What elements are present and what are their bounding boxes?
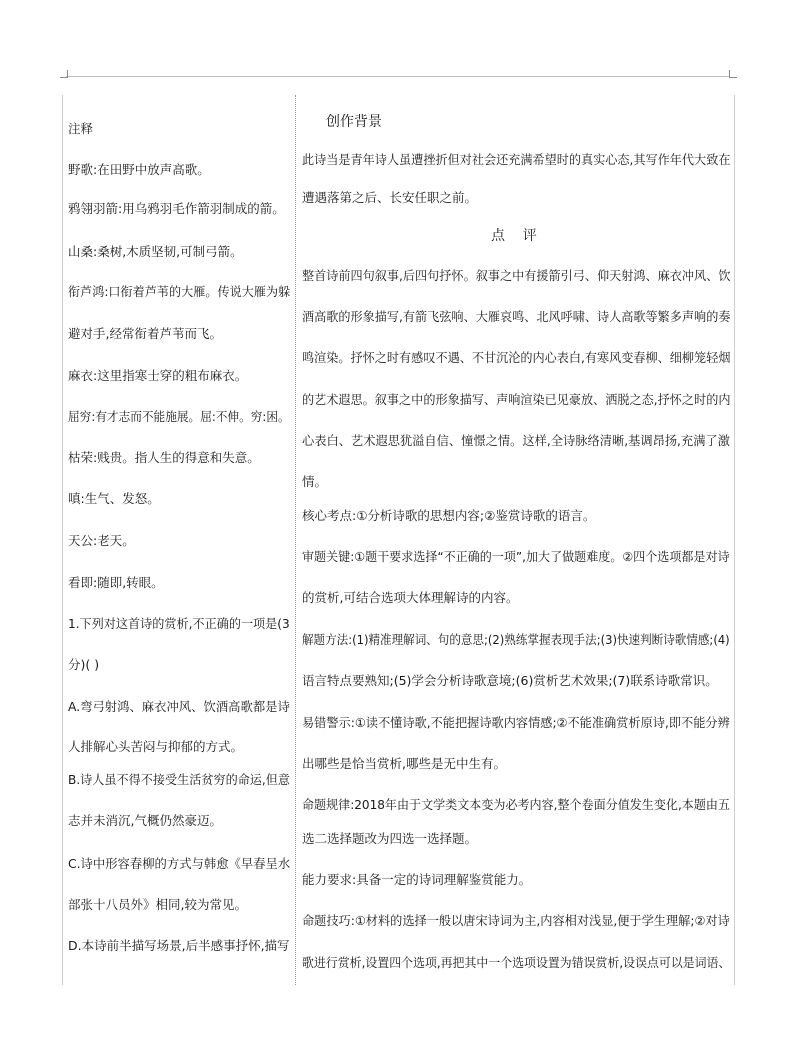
review-line: 整首诗前四句叙事,后四句抒怀。叙事之中有援箭引弓、仰天射鸿、麻衣冲风、饮 xyxy=(302,268,731,283)
crop-mark-top-right xyxy=(729,70,737,78)
background-heading: 创作背景 xyxy=(326,114,382,130)
review-line: 鸣渲染。抒怀之时有感叹不遇、不甘沉沦的内心表白,有寒风变春柳、细柳笼轻烟 xyxy=(302,350,731,365)
review-line: 的艺术遐思。叙事之中的形象描写、声响渲染已见豪放、洒脱之态,抒怀之时的内 xyxy=(302,392,731,407)
review-line: 心表白、艺术遐思犹溢自信、憧憬之情。这样,全诗脉络清晰,基调昂扬,充满了激 xyxy=(302,433,730,448)
note-line: 山桑:桑树,木质坚韧,可制弓箭。 xyxy=(68,244,243,259)
analysis-line: 能力要求:具备一定的诗词理解鉴赏能力。 xyxy=(302,872,532,887)
note-line: 麻衣:这里指寒士穿的粗布麻衣。 xyxy=(68,368,248,383)
option-d: D.本诗前半描写场景,后半感事抒怀,描写 xyxy=(68,938,290,953)
notes-heading: 注释 xyxy=(68,121,94,136)
analysis-line: 解题方法:(1)精准理解词、句的意思;(2)熟练掌握表现手法;(3)快速判断诗歌情感;(4) xyxy=(302,632,730,647)
note-line: 天公:老天。 xyxy=(68,533,135,548)
option-a: A.弯弓射鸿、麻衣冲风、饮酒高歌都是诗 xyxy=(68,699,290,714)
note-line: 衔芦鸿:口衔着芦苇的大雁。传说大雁为躲 xyxy=(68,284,291,299)
review-line: 情。 xyxy=(302,474,328,489)
review-heading: 点 评 xyxy=(491,228,537,244)
analysis-line: 歌进行赏析,设置四个选项,再把其中一个选项设置为错误赏析,设误点可以是词语、 xyxy=(302,955,731,970)
option-b: B.诗人虽不得不接受生活贫穷的命运,但意 xyxy=(68,772,291,787)
analysis-line: 语言特点要熟知;(5)学会分析诗歌意境;(6)赏析艺术效果;(7)联系诗歌常识。 xyxy=(302,673,718,688)
right-border xyxy=(734,95,735,985)
crop-mark-top-left xyxy=(60,70,68,78)
analysis-line: 核心考点:①分析诗歌的思想内容;②鉴赏诗歌的语言。 xyxy=(302,508,596,523)
analysis-line: 选二选择题改为四选一选择题。 xyxy=(302,831,478,846)
option-a: 人排解心头苦闷与抑郁的方式。 xyxy=(68,739,244,754)
header-rule xyxy=(66,76,730,77)
analysis-line: 易错警示:①读不懂诗歌,不能把握诗歌内容情感;②不能准确赏析原诗,即不能分辨 xyxy=(302,715,730,730)
note-line: 看即:随即,转眼。 xyxy=(68,575,164,590)
background-line: 此诗当是青年诗人虽遭挫折但对社会还充满希望时的真实心态,其写作年代大致在 xyxy=(302,152,731,167)
analysis-line: 出哪些是恰当赏析,哪些是无中生有。 xyxy=(302,756,506,771)
option-b: 志并未消沉,气概仍然豪迈。 xyxy=(68,813,222,828)
note-line: 嗔:生气、发怒。 xyxy=(68,491,160,506)
note-line: 枯荣:贱贵。指人生的得意和失意。 xyxy=(68,450,260,465)
analysis-line: 审题关键:①题干要求选择“不正确的一项”,加大了做题难度。②四个选项都是对诗 xyxy=(302,549,730,564)
question-stem: 分)( ) xyxy=(68,657,100,672)
question-stem: 1.下列对这首诗的赏析,不正确的一项是(3 xyxy=(68,616,290,631)
analysis-line: 的赏析,可结合选项大体理解诗的内容。 xyxy=(302,590,519,605)
option-c: 部张十八员外》相同,较为常见。 xyxy=(68,897,247,912)
note-line: 避对手,经常衔着芦苇而飞。 xyxy=(68,326,222,341)
analysis-line: 命题规律:2018年由于文学类文本变为必考内容,整个卷面分值发生变化,本题由五 xyxy=(302,797,731,812)
background-line: 遭遇落第之后、长安任职之前。 xyxy=(302,190,478,205)
note-line: 屈穷:有才志而不能施展。屈:不伸。穷:困。 xyxy=(68,409,290,424)
note-line: 野歌:在田野中放声高歌。 xyxy=(68,162,210,177)
review-line: 酒高歌的形象描写,有箭飞弦响、大雁哀鸣、北风呼啸、诗人高歌等繁多声响的奏 xyxy=(302,309,731,324)
column-divider xyxy=(295,95,296,985)
note-line: 鸦翎羽箭:用乌鸦羽毛作箭羽制成的箭。 xyxy=(68,201,285,216)
option-c: C.诗中形容春柳的方式与韩愈《早春呈水 xyxy=(68,856,291,871)
analysis-line: 命题技巧:①材料的选择一般以唐宋诗词为主,内容相对浅显,便于学生理解;②对诗 xyxy=(302,913,730,928)
left-border xyxy=(62,95,63,985)
